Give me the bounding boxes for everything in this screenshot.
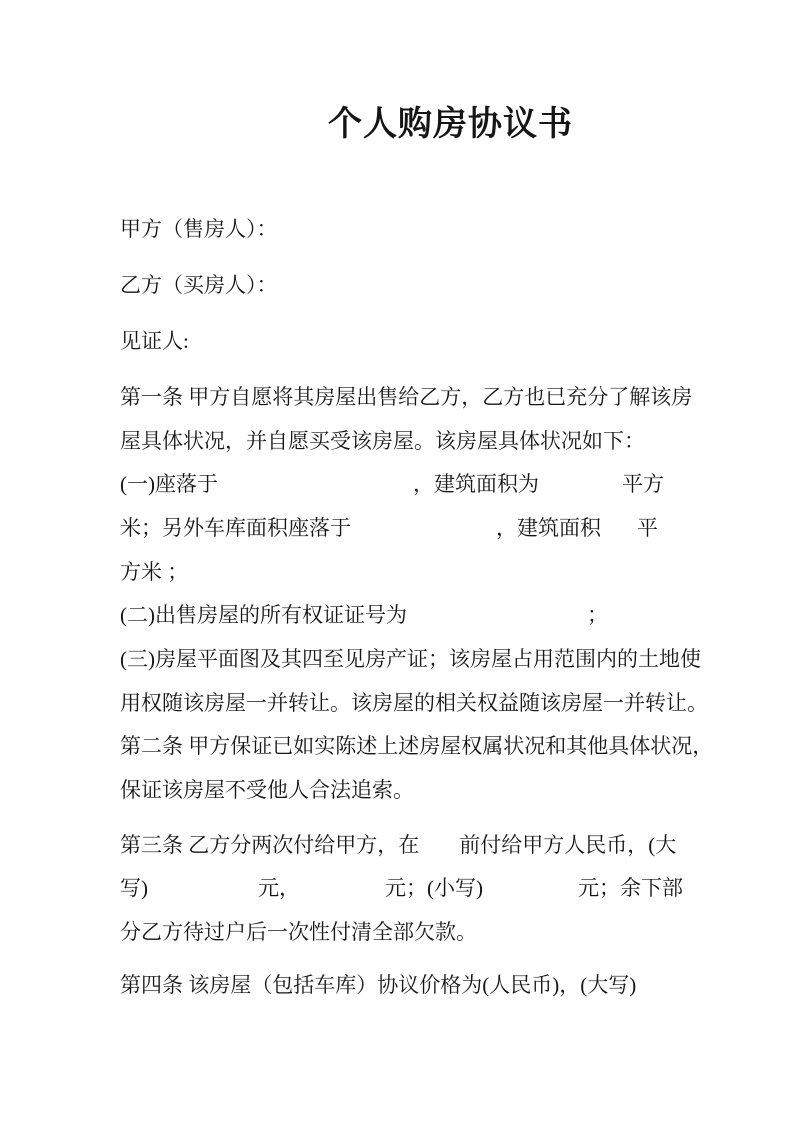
- clause-1-text-1: 第一条 甲方自愿将其房屋出售给乙方，乙方也已充分了解该房: [120, 385, 693, 409]
- party-a-label: 甲方（售房人）：: [120, 217, 278, 241]
- item-1-sqm-end-label: 方米 ；: [120, 560, 189, 584]
- item-3-line-2: [120, 688, 708, 718]
- clause-2-text-1: 第二条 甲方保证已如实陈述上述房屋权属状况和其他具体状况，: [120, 734, 714, 758]
- item-1-line-2: [120, 513, 658, 543]
- clause-2-line-2: [120, 775, 414, 805]
- item-1-area-label: ，建筑面积为: [413, 472, 539, 496]
- clause-3-text-3: 分乙方待过户后一次性付清全部欠款。: [120, 920, 477, 944]
- clause-3-yuan-1-label: 元，: [258, 876, 300, 900]
- item-3-text-2: 用权随该房屋一并转让。该房屋的相关权益随该房屋一并转让。: [120, 691, 708, 715]
- clause-3-line-3: [120, 917, 477, 947]
- party-b-label: 乙方（买房人）：: [120, 273, 278, 297]
- clause-3-caps-label: 写): [120, 876, 148, 900]
- item-3-text-1: (三)房屋平面图及其四至见房产证；该房屋占用范围内的土地使: [120, 647, 701, 671]
- witness-label: 见证人:: [120, 329, 189, 353]
- item-2-semicolon: ；: [587, 603, 608, 627]
- clause-1-line-2: [120, 426, 645, 456]
- item-1-location-label: (一)座落于: [120, 472, 218, 496]
- clause-2-text-2: 保证该房屋不受他人合法追索。: [120, 778, 414, 802]
- item-1-ping-label: 平: [637, 516, 658, 540]
- clause-4-line-1: [120, 970, 636, 1000]
- item-1-line-3: [120, 557, 188, 587]
- item-1-garage-area-label: ，建筑面积: [496, 516, 601, 540]
- party-b-line: [120, 270, 278, 300]
- blank-garage-area-field: [601, 534, 637, 535]
- blank-area-field: [539, 490, 622, 491]
- clause-3-line-2: [120, 873, 683, 903]
- clause-3-yuan-2-label: 元；(小写): [385, 876, 483, 900]
- witness-line: [120, 326, 189, 356]
- item-3-line-1: [120, 644, 701, 674]
- blank-amount-field-2: [300, 894, 385, 895]
- clause-2-line-1: [120, 731, 713, 761]
- clause-3-yuan-3-label: 元；余下部: [578, 876, 683, 900]
- item-1-garage-label: 米；另外车库面积座落于: [120, 516, 351, 540]
- blank-garage-location-field: [351, 534, 496, 535]
- clause-1-text-2: 屋具体状况，并自愿买受该房屋。该房屋具体状况如下：: [120, 429, 645, 453]
- clause-3-before-label: 前付给甲方人民币，(大: [459, 833, 677, 857]
- blank-certificate-number-field: [407, 621, 587, 622]
- blank-location-field: [218, 490, 413, 491]
- blank-amount-caps-field: [148, 894, 258, 895]
- clause-3-intro-label: 第三条 乙方分两次付给甲方，在: [120, 833, 420, 857]
- item-2-line: [120, 600, 608, 630]
- clause-3-line-1: [120, 830, 676, 860]
- item-1-sqm-label: 平方: [622, 472, 664, 496]
- document-title: 个人购房协议书: [328, 106, 573, 143]
- clause-1-line-1: [120, 382, 692, 412]
- clause-4-text-1: 第四条 该房屋（包括车库）协议价格为(人民币)，(大写): [120, 973, 637, 997]
- blank-amount-numeric-field: [483, 894, 578, 895]
- item-1-line-1: [120, 469, 664, 499]
- item-2-cert-label: (二)出售房屋的所有权证证号为: [120, 603, 407, 627]
- party-a-line: [120, 214, 278, 244]
- blank-payment-date-field: [419, 851, 459, 852]
